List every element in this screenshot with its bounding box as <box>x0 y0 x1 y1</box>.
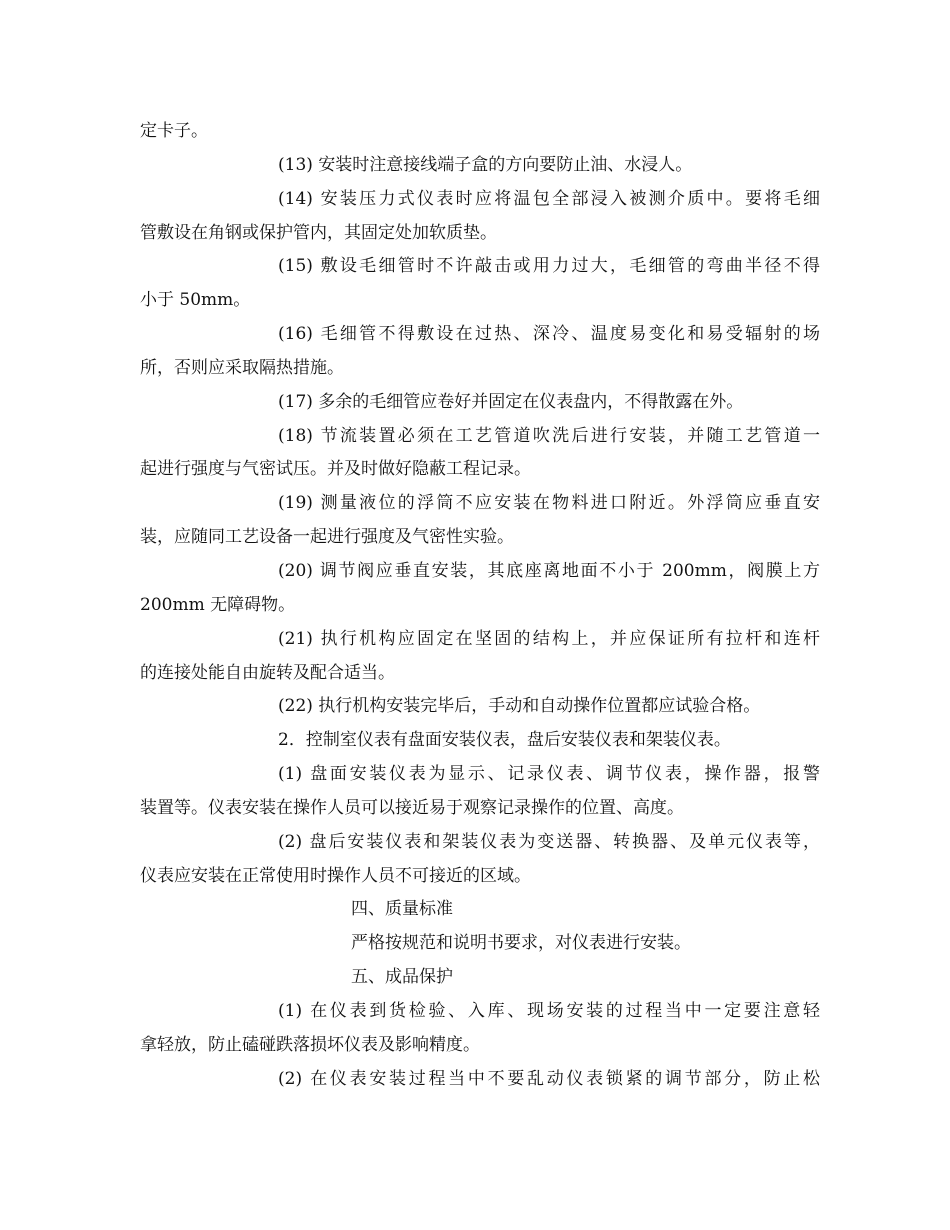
text-line: (17) 多余的毛细管应卷好并固定在仪表盘内，不得散露在外。 <box>278 391 744 412</box>
text-line: (1) 盘面安装仪表为显示、记录仪表、调节仪表，操作器，报警 <box>278 764 820 785</box>
text-line: 五、成品保护 <box>351 967 453 988</box>
text-line: (2) 盘后安装仪表和架装仪表为变送器、转换器、及单元仪表等， <box>278 831 820 852</box>
text-line: 定卡子。 <box>140 121 208 141</box>
text-line: 所，否则应采取隔热措施。 <box>140 357 344 378</box>
text-line: (13) 安装时注意接线端子盒的方向要防止油、水浸人。 <box>278 154 693 175</box>
text-line: 仪表应安装在正常使用时操作人员不可接近的区域。 <box>140 865 531 886</box>
text-line: (1) 在仪表到货检验、入库、现场安装的过程当中一定要注意轻 <box>278 1000 820 1021</box>
text-line: 起进行强度与气密试压。并及时做好隐蔽工程记录。 <box>140 459 531 480</box>
text-line: (20) 调节阀应垂直安装，其底座离地面不小于 200mm，阀膜上方 <box>278 560 820 581</box>
text-line: (22) 执行机构安装完毕后，手动和自动操作位置都应试验合格。 <box>278 696 761 717</box>
text-line: (16) 毛细管不得敷设在过热、深冷、温度易变化和易受辐射的场 <box>278 324 820 345</box>
text-line: 2．控制室仪表有盘面安装仪表，盘后安装仪表和架装仪表。 <box>278 730 731 751</box>
text-line: (21) 执行机构应固定在坚固的结构上，并应保证所有拉杆和连杆 <box>278 628 820 649</box>
text-line: (15) 敷设毛细管时不许敲击或用力过大，毛细管的弯曲半径不得 <box>278 256 820 277</box>
text-line: 管敷设在角钢或保护管内，其固定处加软质垫。 <box>140 222 497 243</box>
text-line: 小于 50mm。 <box>140 290 251 311</box>
text-line: 拿轻放，防止磕碰跌落损坏仪表及影响精度。 <box>140 1034 480 1055</box>
text-line: 严格按规范和说明书要求，对仪表进行安装。 <box>351 933 691 954</box>
text-line: (18) 节流装置必须在工艺管道吹洗后进行安装，并随工艺管道一 <box>278 425 820 446</box>
text-line: (2) 在仪表安装过程当中不要乱动仪表锁紧的调节部分，防止松 <box>278 1068 820 1089</box>
text-line: 的连接处能自由旋转及配合适当。 <box>140 662 395 683</box>
text-line: (19) 测量液位的浮筒不应安装在物料进口附近。外浮筒应垂直安 <box>278 493 820 514</box>
text-line: 装置等。仪表安装在操作人员可以接近易于观察记录操作的位置、高度。 <box>140 797 684 818</box>
text-line: 四、质量标准 <box>351 899 453 920</box>
text-line: 装，应随同工艺设备一起进行强度及气密性实验。 <box>140 527 514 548</box>
document-body <box>140 115 820 1096</box>
text-line: (14) 安装压力式仪表时应将温包全部浸入被测介质中。要将毛细 <box>278 188 820 209</box>
text-line: 200mm 无障碍物。 <box>140 594 296 615</box>
